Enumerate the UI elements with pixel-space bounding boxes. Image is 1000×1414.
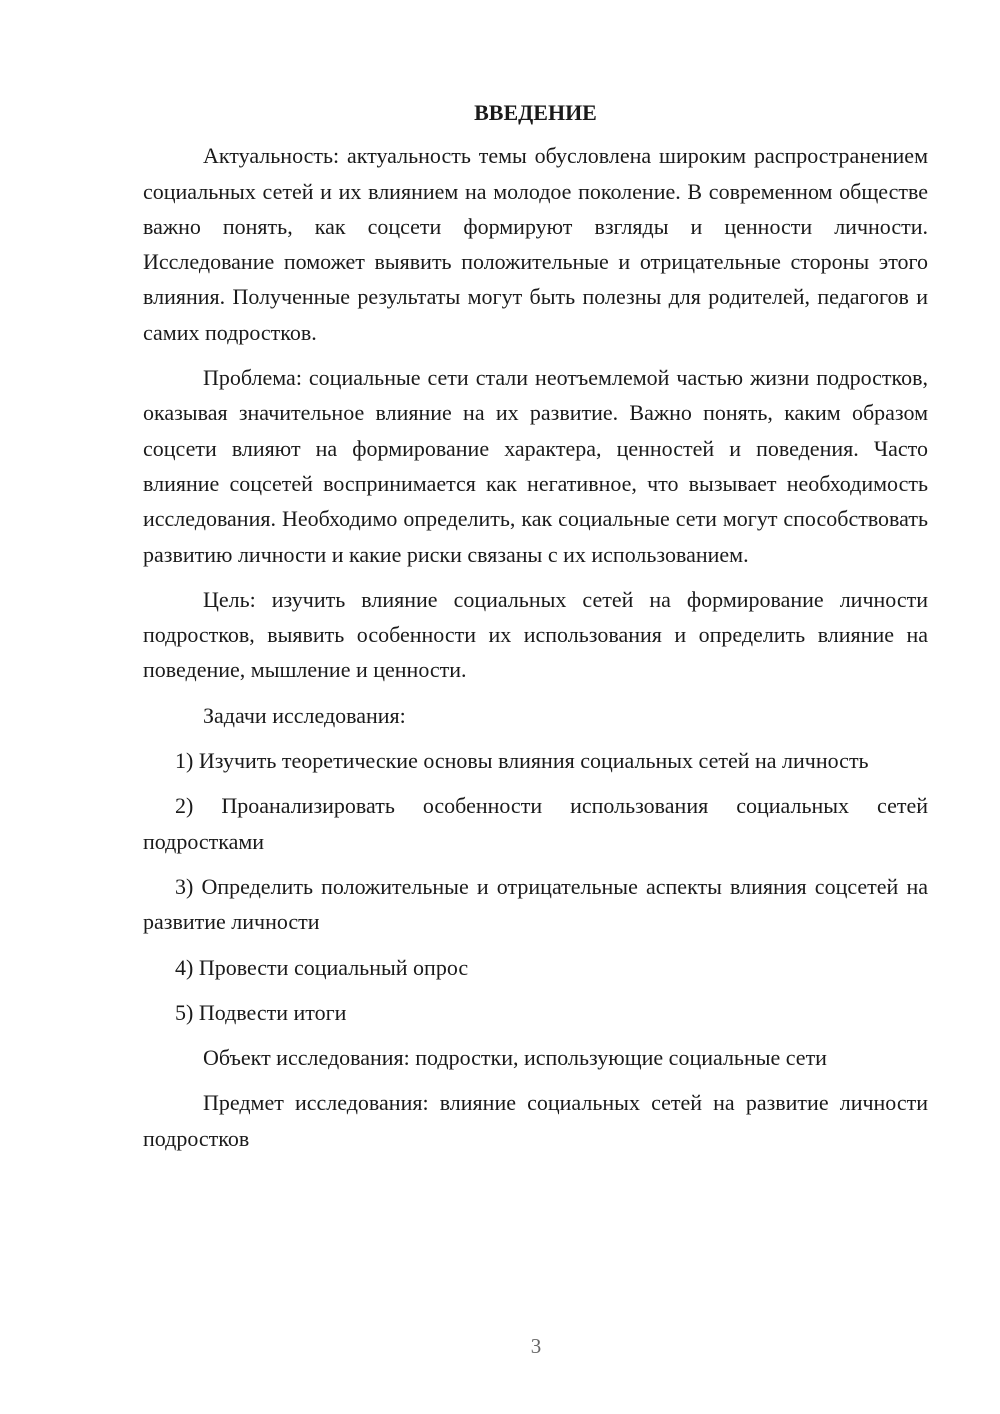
research-subject: Предмет исследования: влияние социальных сетей на развитие личности подростков [143,1090,928,1151]
task-item-4: 4) Провести социальный опрос [175,954,469,980]
research-object: Объект исследования: подростки, использующие социальные сети [203,1045,827,1071]
goal-paragraph: Цель: изучить влияние социальных сетей на формирование личности подростков, выявить особенности их использования и определить влияние на поведение, мышление и ценности. [143,586,928,683]
page-content [143,95,928,1166]
page-number: 3 [530,1334,542,1358]
task-item-2: 2) Проанализировать особенности использования социальных сетей подростками [143,793,928,854]
tasks-heading: Задачи исследования: [203,702,406,728]
relevance-paragraph: Актуальность: актуальность темы обусловлена широким распространением социальных сетей и их влиянием на молодое поколение. В современном обществе важно понять, как соцсети формируют взгляды и ценности личности. Исследование поможет выявить положительные и отрицательные стороны этого влияния. Полученные результаты могут быть полезны для родителей, педагогов и самих подростков. [143,143,928,345]
section-title: ВВЕДЕНИЕ [474,100,597,125]
task-item-1: 1) Изучить теоретические основы влияния социальных сетей на личность [175,748,869,774]
task-item-5: 5) Подвести итоги [175,999,347,1025]
tasks-list [143,743,928,1030]
problem-paragraph: Проблема: социальные сети стали неотъемлемой частью жизни подростков, оказывая значительное влияние на их развитие. Важно понять, каким образом соцсети влияют на формирование характера, ценностей и поведения. Часто влияние соцсетей воспринимается как негативное, что вызывает необходимость исследования. Необходимо определить, как социальные сети могут способствовать развитию личности и какие риски связаны с их использованием. [143,365,928,567]
task-item-3: 3) Определить положительные и отрицательные аспекты влияния соцсетей на развитие личности [143,873,928,935]
